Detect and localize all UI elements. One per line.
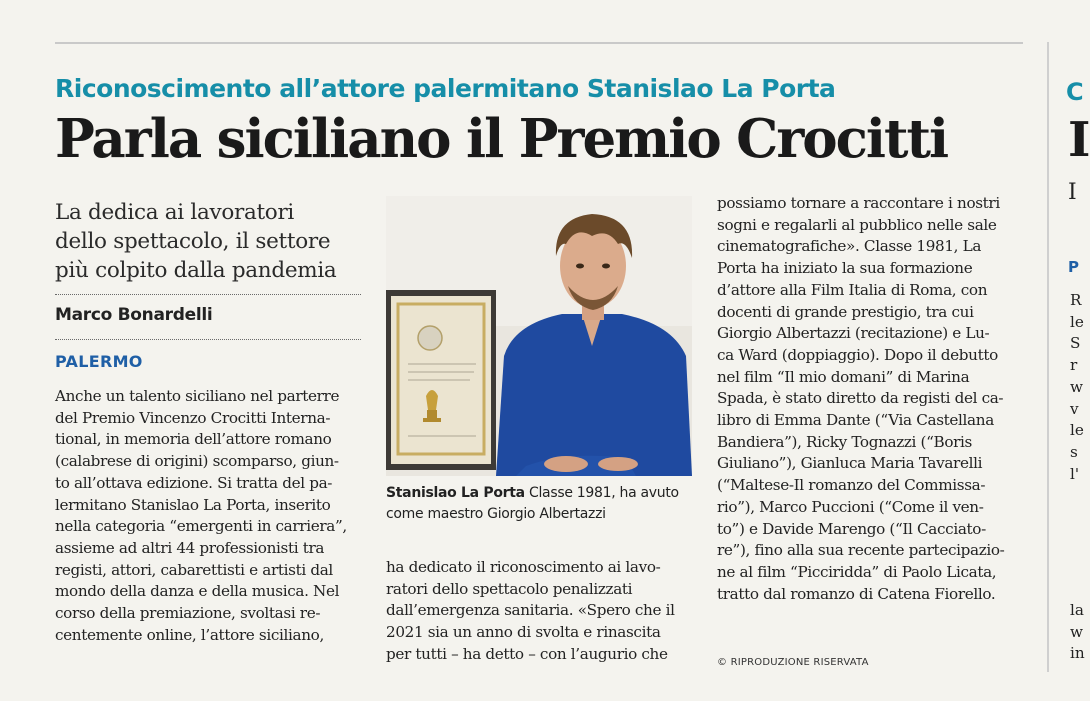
fragment-line: w: [1070, 622, 1083, 641]
adjacent-body-fragments: [1070, 290, 1084, 485]
fragment-line: v: [1070, 399, 1079, 418]
body-line: ha dedicato il riconoscimento ai lavo-: [386, 558, 661, 576]
body-line: Anche un talento siciliano nel parterre: [55, 387, 340, 405]
body-line: docenti di grande prestigio, tra cui: [717, 302, 974, 321]
dotted-divider: [55, 294, 361, 295]
article-subhead: [55, 198, 375, 285]
adjacent-subhead-fragment: I: [1068, 180, 1077, 205]
dateline: PALERMO: [55, 352, 143, 371]
article-kicker: Riconoscimento all’attore palermitano Stanislao La Porta: [55, 74, 836, 103]
body-line: Giuliano”), Gianluca Maria Tavarelli: [717, 454, 983, 473]
fragment-line: w: [1070, 377, 1083, 396]
adjacent-headline-fragment: I: [1068, 112, 1090, 168]
body-line: to all’ottava edizione. Si tratta del pa-: [55, 473, 333, 492]
fragment-line: s: [1070, 442, 1078, 461]
body-line: to”) e Davide Marengo (“Il Cacciato-: [717, 519, 986, 538]
body-line: ca Ward (doppiaggio). Dopo il debutto: [717, 345, 998, 364]
body-line: 2021 sia un anno di svolta e rinascita: [386, 623, 661, 642]
body-line: rio”), Marco Puccioni (“Come il ven-: [717, 497, 984, 516]
adjacent-kicker-fragment: C: [1066, 78, 1084, 106]
copyright-notice: © RIPRODUZIONE RISERVATA: [717, 657, 869, 668]
body-line: tratto dal romanzo di Catena Fiorello.: [717, 584, 996, 603]
framed-diploma: [386, 290, 496, 470]
body-line: possiamo tornare a raccontare i nostri: [717, 194, 1000, 212]
body-line: cinematografiche». Classe 1981, La: [717, 237, 982, 256]
subhead-line: La dedica ai lavoratori: [55, 200, 294, 225]
body-line: tional, in memoria dell’attore romano: [55, 430, 332, 449]
body-line: registi, attori, cabarettisti e artisti dal: [55, 560, 333, 579]
fragment-line: S: [1070, 334, 1081, 353]
article-photo: [386, 196, 692, 476]
body-line: Porta ha iniziato la sua formazione: [717, 259, 973, 278]
body-line: d’attore alla Film Italia di Roma, con: [717, 280, 988, 299]
body-line: ne al film “Picciridda” di Paolo Licata,: [717, 562, 997, 581]
body-line: centemente online, l’attore siciliano,: [55, 625, 324, 644]
dotted-divider: [55, 339, 361, 340]
fragment-line: l': [1070, 464, 1080, 483]
body-line: per tutti – ha detto – con l’augurio che: [386, 644, 668, 663]
body-line: (calabrese di origini) scomparso, giun-: [55, 452, 339, 471]
caption-name: Stanislao La Porta: [386, 485, 525, 501]
fragment-line: le: [1070, 312, 1084, 331]
body-line: nella categoria “emergenti in carriera”,: [55, 517, 347, 536]
body-line: lermitano Stanislao La Porta, inserito: [55, 495, 331, 514]
column-separator: [1047, 42, 1049, 672]
body-column-2: [386, 557, 694, 666]
adjacent-dateline-fragment: P: [1068, 258, 1079, 276]
body-line: dall’emergenza sanitaria. «Spero che il: [386, 601, 675, 620]
fragment-line: le: [1070, 421, 1084, 440]
body-line: mondo della danza e della musica. Nel: [55, 582, 340, 601]
body-line: re”), fino alla sua recente partecipazio-: [717, 541, 1005, 560]
portrait-illustration: [386, 196, 692, 476]
top-rule: [55, 42, 1023, 44]
body-line: nel film “Il mio domani” di Marina: [717, 367, 970, 386]
body-line: libro di Emma Dante (“Via Castellana: [717, 411, 994, 430]
body-line: corso della premiazione, svoltasi re-: [55, 604, 321, 623]
fragment-line: R: [1070, 291, 1082, 309]
body-line: Spada, è stato diretto da registi del ca-: [717, 389, 1004, 408]
adjacent-body-fragments-bottom: [1070, 600, 1085, 665]
body-line: sogni e regalarli al pubblico nelle sale: [717, 215, 997, 234]
body-line: (“Maltese-Il romanzo del Commissa-: [717, 476, 986, 495]
subhead-line: più colpito dalla pandemia: [55, 258, 337, 283]
body-column-3: [717, 193, 1025, 605]
fragment-line: la: [1070, 601, 1084, 619]
body-line: ratori dello spettacolo penalizzati: [386, 579, 633, 598]
body-line: Bandiera”), Ricky Tognazzi (“Boris: [717, 432, 972, 451]
author-byline: Marco Bonardelli: [55, 305, 213, 325]
body-column-1: [55, 386, 363, 646]
body-line: assieme ad altri 44 professionisti tra: [55, 538, 325, 557]
article-headline: Parla siciliano il Premio Crocitti: [55, 108, 948, 170]
fragment-line: in: [1070, 644, 1085, 663]
fragment-line: r: [1070, 356, 1078, 375]
subhead-line: dello spettacolo, il settore: [55, 229, 331, 254]
photo-caption: [386, 483, 696, 525]
body-line: Giorgio Albertazzi (recitazione) e Lu-: [717, 324, 990, 343]
body-line: del Premio Vincenzo Crocitti Interna-: [55, 408, 331, 427]
caption-text: Classe 1981, ha avuto come maestro Giorgio Albertazzi: [386, 485, 679, 522]
adjacent-article-edge: [1062, 0, 1090, 701]
